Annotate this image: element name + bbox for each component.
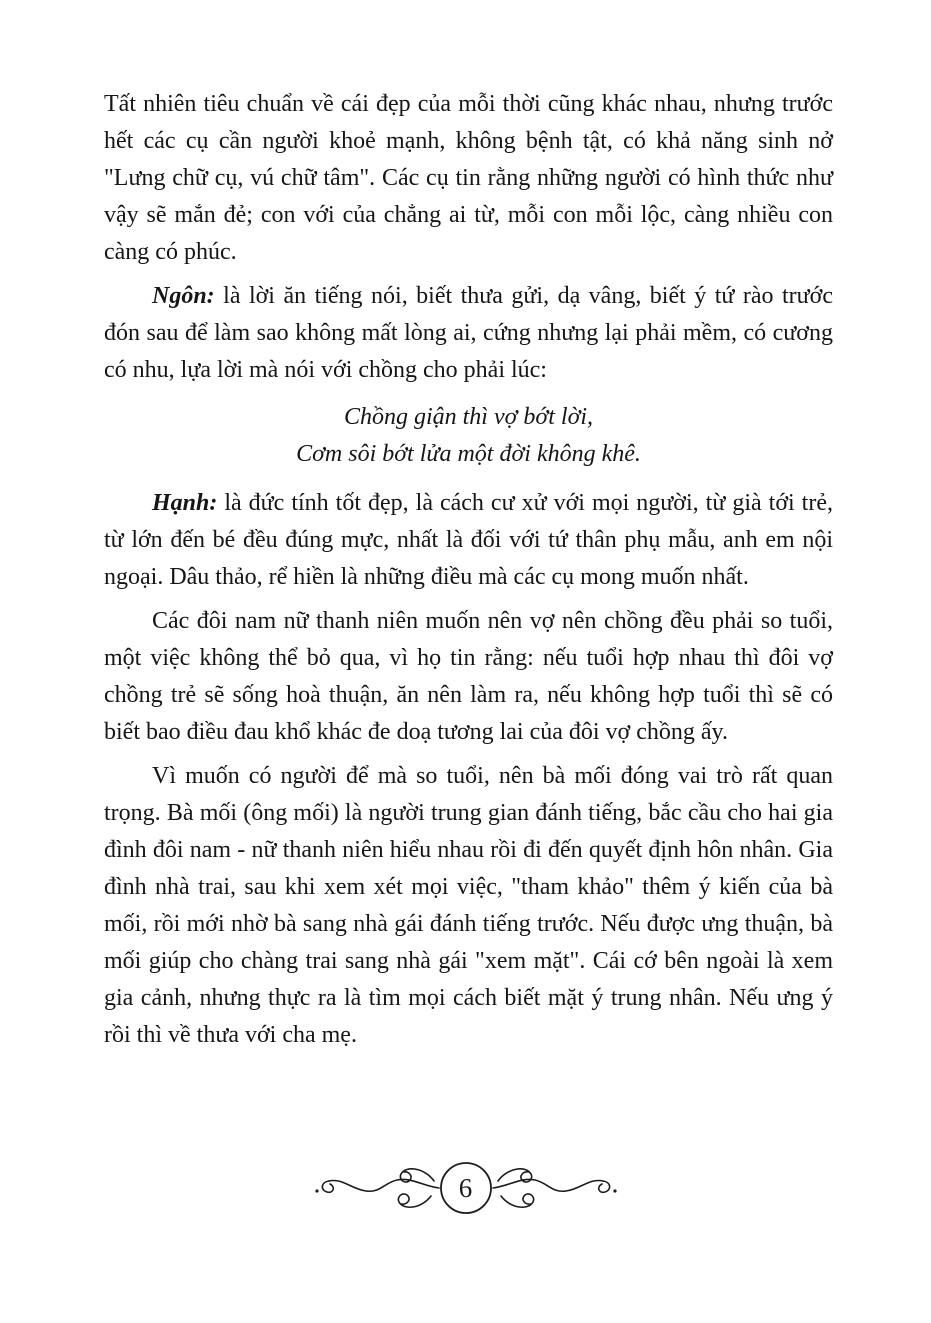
- paragraph-hanh: [104, 485, 833, 596]
- paragraph-text: là lời ăn tiếng nói, biết thưa gửi, dạ vâng, biết ý tứ rào trước đón sau để làm sao không mất lòng ai, cứng nhưng lại phải mềm, có cương có nhu, lựa lời mà nói với chồng cho phải lúc:: [104, 283, 834, 383]
- paragraph-so-tuoi: [104, 603, 833, 751]
- paragraph-text: Vì muốn có người để mà so tuổi, nên bà mối đóng vai trò rất quan trọng. Bà mối (ông mối) là người trung gian đánh tiếng, bắc cầu cho hai gia đình đôi nam - nữ thanh niên hiểu nhau rồi đi đến quyết định hôn nhân. Gia đình nhà trai, sau khi xem xét mọi việc, "tham khảo" thêm ý kiến của bà mối, rồi mới nhờ bà sang nhà gái đánh tiếng trước. Nếu được ưng thuận, bà mối giúp cho chàng trai sang nhà gái "xem mặt". Cái cớ bên ngoài là xem gia cảnh, nhưng thực ra là tìm mọi cách biết mặt ý trung nhân. Nếu ưng ý rồi thì về thưa với cha mẹ.: [104, 763, 833, 1048]
- page-footer: [0, 1148, 931, 1234]
- paragraph-ngon: [104, 278, 833, 389]
- paragraph-lead: Hạnh:: [152, 490, 218, 516]
- paragraph-tieu-chuan: [104, 86, 833, 271]
- paragraph-text: là đức tính tốt đẹp, là cách cư xử với mọi người, từ già tới trẻ, từ lớn đến bé đều đúng mực, nhất là đối với tứ thân phụ mẫu, anh em nội ngoại. Dâu thảo, rể hiền là những điều mà các cụ mong muốn nhất.: [104, 490, 833, 590]
- page-number: 6: [458, 1172, 473, 1203]
- verse-line: Cơm sôi bớt lửa một đời không khê.: [296, 441, 641, 467]
- page-number-ornament: [296, 1148, 636, 1234]
- paragraph-text: Các đôi nam nữ thanh niên muốn nên vợ nên chồng đều phải so tuổi, một việc không thể bỏ qua, vì họ tin rằng: nếu tuổi hợp nhau thì đôi vợ chồng trẻ sẽ sống hoà thuận, ăn nên làm ra, nếu không hợp tuổi thì sẽ có biết bao điều đau khổ khác đe doạ tương lai của đôi vợ chồng ấy.: [104, 608, 833, 745]
- paragraph-ba-moi: [104, 758, 833, 1054]
- paragraph-lead: Ngôn:: [152, 283, 215, 309]
- paragraph-text: Tất nhiên tiêu chuẩn về cái đẹp của mỗi thời cũng khác nhau, nhưng trước hết các cụ cần người khoẻ mạnh, không bệnh tật, có khả năng sinh nở "Lưng chữ cụ, vú chữ tâm". Các cụ tin rằng những người có hình thức như vậy sẽ mắn đẻ; con với của chẳng ai từ, mỗi con mỗi lộc, càng nhiều con càng có phúc.: [104, 91, 833, 265]
- verse-line: Chồng giận thì vợ bớt lời,: [343, 404, 594, 430]
- verse-block: [104, 399, 833, 473]
